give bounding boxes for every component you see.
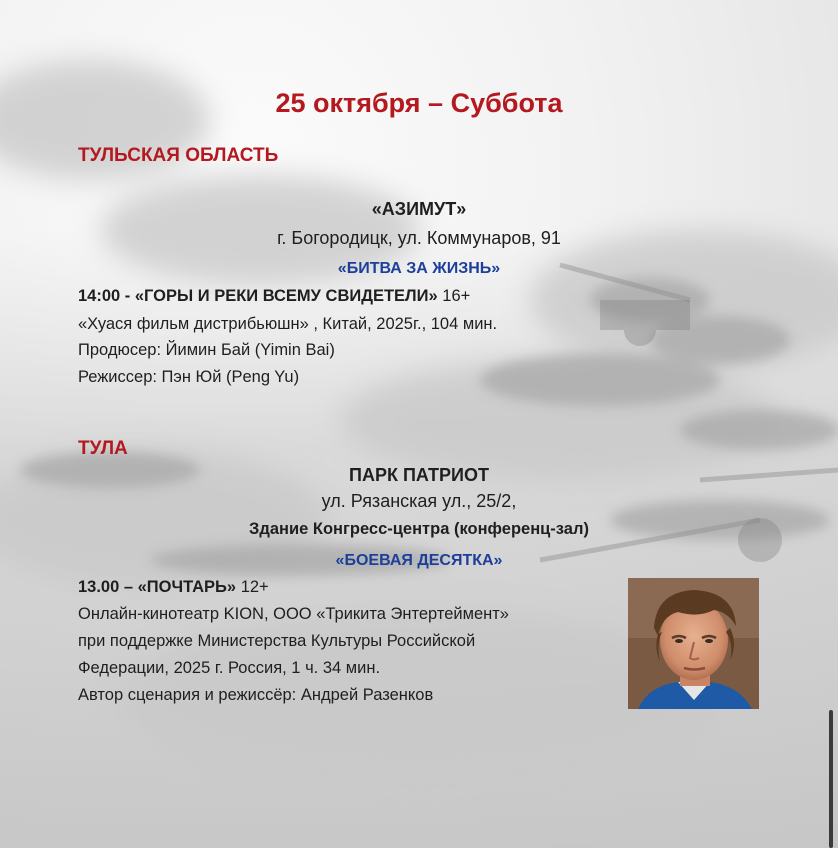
director-portrait-image [628, 578, 759, 709]
film-time-title: 14:00 - «ГОРЫ И РЕКИ ВСЕМУ СВИДЕТЕЛИ» [78, 287, 438, 305]
film-detail-line: при поддержке Министерства Культуры Российской [78, 632, 476, 650]
film-director-line: Режиссер: Пэн Юй (Peng Yu) [78, 368, 300, 386]
film-time-title: 13.00 – «ПОЧТАРЬ» [78, 578, 237, 596]
film-title-line [78, 578, 269, 597]
age-rating: 16+ [442, 287, 471, 305]
venue-name: «АЗИМУТ» [371, 199, 467, 219]
region-title-tula-oblast: ТУЛЬСКАЯ ОБЛАСТЬ [78, 145, 279, 166]
film-producer-line: Продюсер: Йимин Бай (Yimin Bai) [78, 341, 335, 359]
portrait-icon [628, 578, 759, 709]
film-detail-line: Онлайн-кинотеатр KION, ООО «Трикита Энтертеймент» [78, 605, 509, 623]
region-title-tula: ТУЛА [78, 438, 128, 459]
section-title: «БИТВА ЗА ЖИЗНЬ» [337, 260, 501, 277]
age-rating: 12+ [240, 578, 269, 596]
film-director-line: Автор сценария и режиссёр: Андрей Разенков [78, 686, 434, 704]
venue-building: Здание Конгресс-центра (конференц-зал) [249, 520, 589, 538]
venue-address: г. Богородицк, ул. Коммунаров, 91 [277, 228, 561, 248]
film-detail-line: Федерации, 2025 г. Россия, 1 ч. 34 мин. [78, 659, 381, 677]
venue-address: ул. Рязанская ул., 25/2, [321, 491, 517, 511]
film-title-line [78, 287, 470, 306]
vertical-scrollbar[interactable] [829, 710, 833, 848]
date-title: 25 октября – Суббота [275, 88, 563, 118]
film-detail-line: «Хуася фильм дистрибьюшн» , Китай, 2025г., 104 мин. [78, 315, 498, 333]
venue-name: ПАРК ПАТРИОТ [349, 465, 489, 485]
section-title: «БОЕВАЯ ДЕСЯТКА» [335, 552, 503, 569]
